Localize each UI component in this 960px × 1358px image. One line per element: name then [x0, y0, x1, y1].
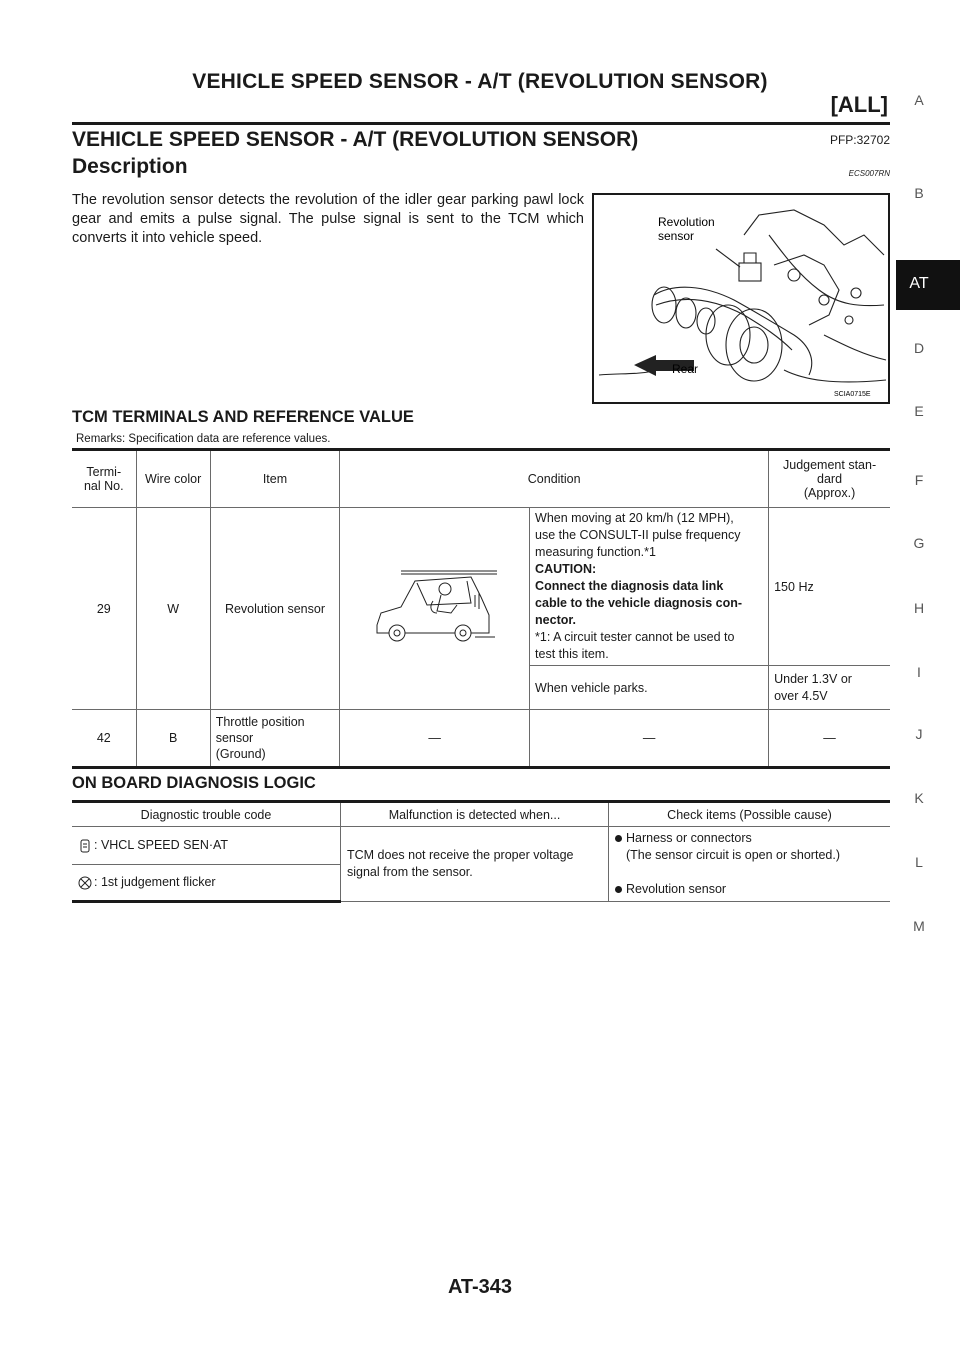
figure-label-rear: Rear	[672, 362, 699, 376]
side-tab-g[interactable]: G	[913, 535, 925, 551]
side-tab-d[interactable]: D	[913, 340, 925, 356]
sensor-illustration	[594, 195, 888, 402]
description-text: The revolution sensor detects the revolution of the idler gear parking pawl lock gear and emits a pulse signal. The pulse signal is sent to the TCM which converts it into vehicle speed.	[72, 192, 584, 246]
cell-wire: B	[136, 710, 210, 768]
side-tab-at-active[interactable]: AT	[896, 260, 960, 310]
col-terminal: Termi- nal No.	[72, 450, 136, 508]
tcm-heading: TCM TERMINALS AND REFERENCE VALUE	[72, 408, 414, 426]
description-code: ECS007RN	[848, 169, 890, 178]
section-index-tabs	[896, 0, 960, 1358]
side-tab-b[interactable]: B	[914, 185, 924, 201]
bullet-icon	[615, 835, 622, 842]
side-tab-a[interactable]: A	[914, 92, 924, 108]
figure-code: SCIA0715E	[834, 391, 871, 398]
page-number: AT-343	[447, 1276, 513, 1298]
consult-ii-icon	[78, 839, 92, 853]
cell-condition-moving: When moving at 20 km/h (12 MPH), use the CONSULT-II pulse frequency measuring function.*1 CAUTION: Connect the diagnosis data link cable to the vehicle diagnosis con- nector. *1: A circuit tester cannot be used to test this item.	[530, 508, 769, 666]
col-dtc: Diagnostic trouble code	[72, 802, 341, 827]
cell-malfunction: TCM does not receive the proper voltage signal from the sensor.	[341, 827, 609, 902]
revolution-sensor-figure	[592, 193, 890, 404]
side-tab-i[interactable]: I	[917, 664, 921, 680]
cell-condition-parks: When vehicle parks.	[530, 666, 769, 710]
side-tab-l[interactable]: L	[915, 854, 923, 870]
running-header-scope: [ALL]	[830, 92, 888, 117]
cell-terminal: 29	[72, 508, 136, 710]
side-tab-f[interactable]: F	[914, 472, 924, 488]
cell-condition-dash: —	[530, 710, 769, 768]
side-tab-k[interactable]: K	[914, 790, 924, 806]
cell-check-items: Harness or connectors (The sensor circuit is open or shorted.) Revolution sensor	[609, 827, 891, 902]
col-judgement: Judgement stan- dard (Approx.)	[769, 450, 890, 508]
cell-terminal: 42	[72, 710, 136, 768]
header-rule	[72, 122, 890, 125]
cell-value-parks: Under 1.3V or over 4.5V	[769, 666, 890, 710]
cell-item: Throttle position sensor (Ground)	[210, 710, 340, 768]
side-tab-e[interactable]: E	[914, 403, 924, 419]
side-tab-m[interactable]: M	[913, 918, 925, 934]
cell-wire: W	[136, 508, 210, 710]
obd-heading: ON BOARD DIAGNOSIS LOGIC	[72, 774, 316, 792]
car-driving-icon	[371, 567, 499, 647]
cell-value-dash: —	[769, 710, 890, 768]
side-tab-j[interactable]: J	[915, 726, 923, 742]
tcm-remarks: Remarks: Specification data are reference values.	[76, 433, 331, 445]
cell-item: Revolution sensor	[210, 508, 340, 710]
bullet-icon	[615, 886, 622, 893]
cell-value-moving: 150 Hz	[769, 508, 890, 666]
table-row	[72, 508, 890, 666]
cell-icon-dash: —	[340, 710, 530, 768]
table-row	[72, 827, 890, 865]
cell-dtc-flicker: : 1st judgement flicker	[72, 864, 341, 902]
figure-label-sensor-1: Revolution	[658, 215, 715, 229]
cell-driving-icon	[340, 508, 530, 710]
side-tab-h[interactable]: H	[913, 600, 925, 616]
running-header-title: VEHICLE SPEED SENSOR - A/T (REVOLUTION SENSOR)	[192, 70, 768, 93]
description-heading: Description	[72, 155, 188, 178]
part-number: PFP:32702	[829, 133, 890, 147]
table-row	[72, 710, 890, 768]
obd-table	[72, 800, 890, 903]
col-wire-color: Wire color	[136, 450, 210, 508]
col-condition: Condition	[340, 450, 769, 508]
figure-label-sensor-2: sensor	[658, 229, 695, 243]
col-malfunction: Malfunction is detected when...	[341, 802, 609, 827]
col-check-items: Check items (Possible cause)	[609, 802, 891, 827]
col-item: Item	[210, 450, 340, 508]
cell-dtc-consult: : VHCL SPEED SEN·AT	[72, 827, 341, 865]
section-title: VEHICLE SPEED SENSOR - A/T (REVOLUTION SENSOR)	[72, 128, 639, 151]
warning-lamp-icon	[78, 876, 92, 890]
tcm-terminals-table	[72, 448, 890, 769]
